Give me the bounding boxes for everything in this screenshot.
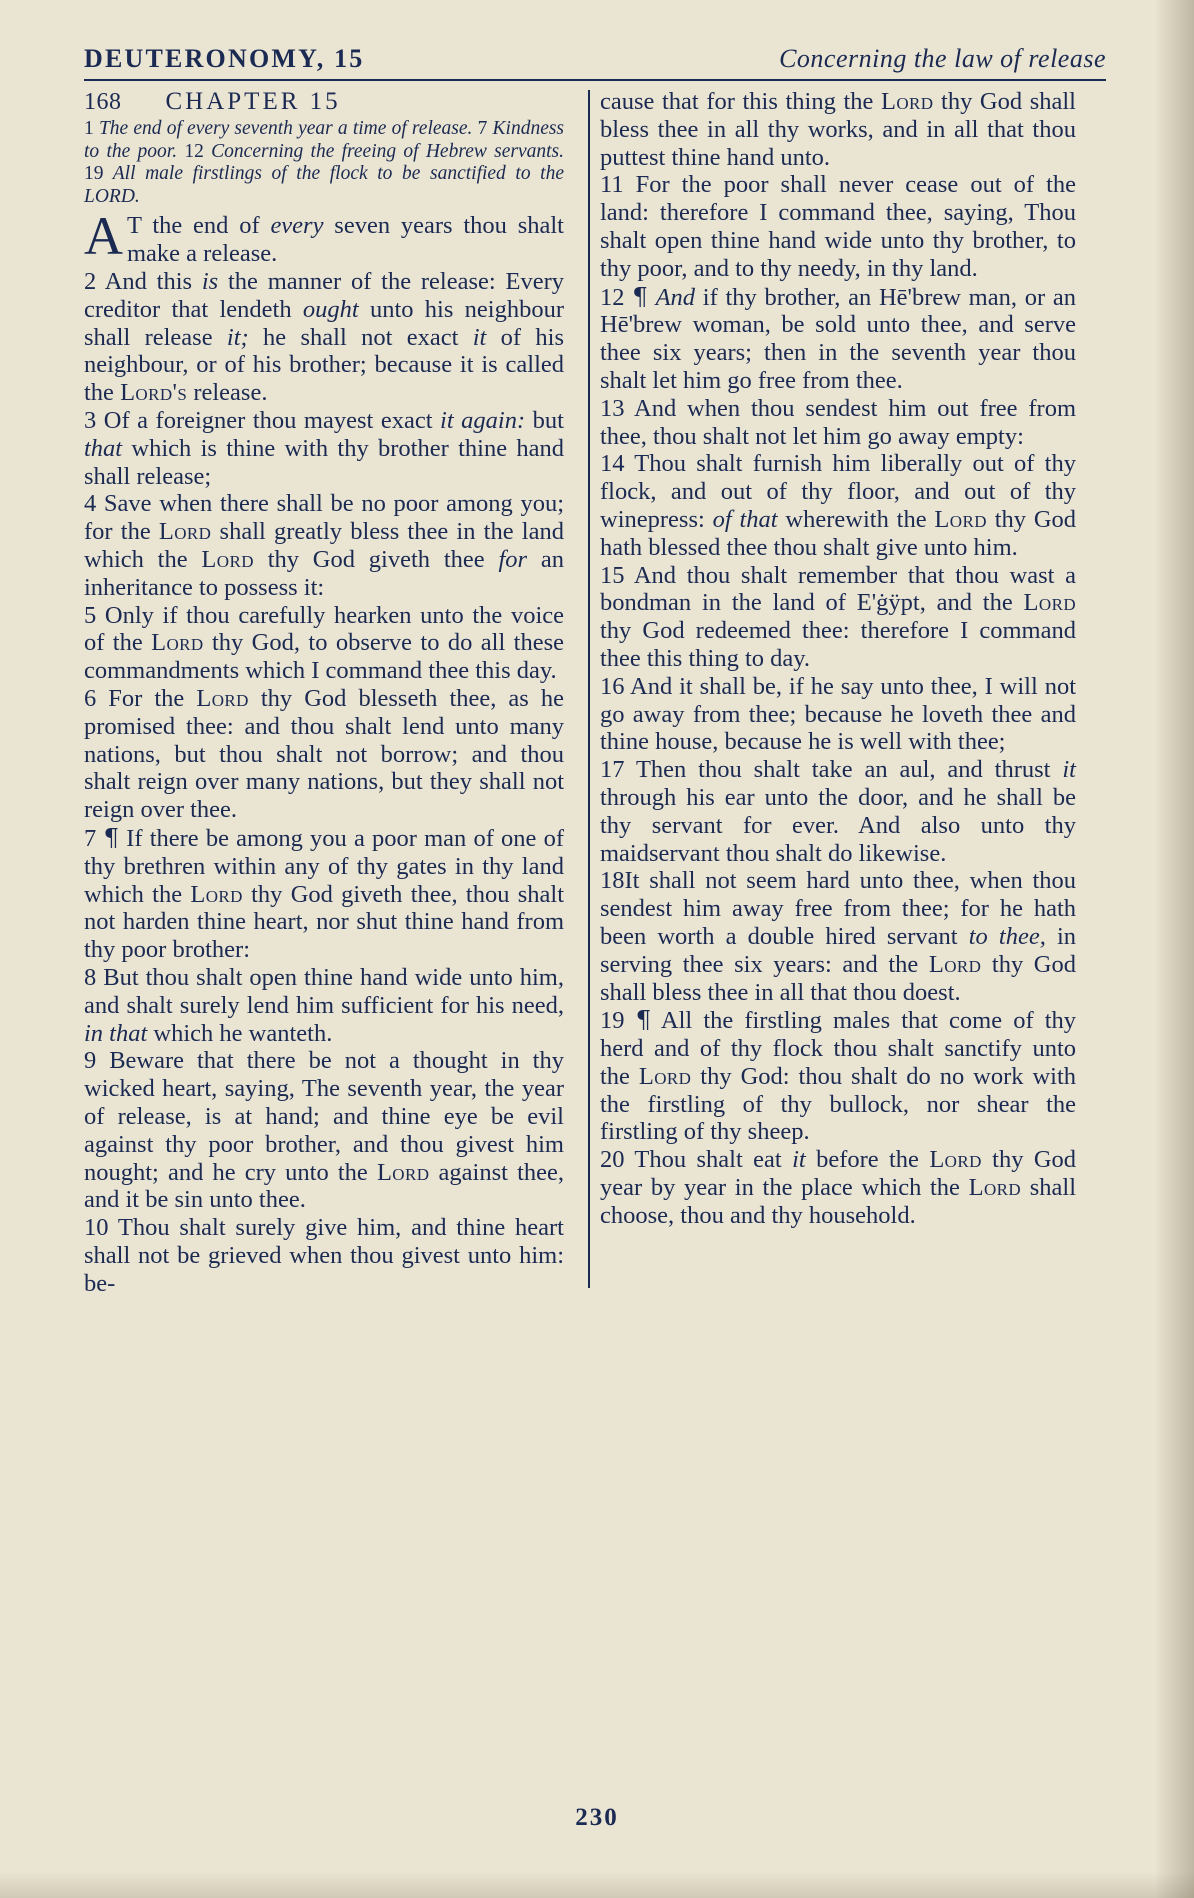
- verse-16: 16 And it shall be, if he say unto thee, I will not go away from thee; because he loveth thee and thine house, because he is well with thee;: [600, 672, 1076, 756]
- verse-6: 6 For the Lord thy God blesseth thee, as he promised thee: and thou shalt lend unto many nations, but thou shalt not borrow; and thou shalt reign over many nations, but they shall not reign over thee.: [84, 684, 564, 824]
- chapter-heading: [84, 88, 564, 116]
- running-head: [84, 44, 1106, 74]
- verse-4-num: 4: [84, 490, 97, 518]
- chapter-label: CHAPTER 15: [165, 88, 341, 115]
- chapter-summary: [84, 118, 564, 208]
- verse-7-num: 7: [84, 824, 97, 852]
- verse-17-num: 17: [600, 756, 625, 784]
- verse-19: 19 ¶ All the firstling males that come of thy herd and of thy flock thou shalt sanctify unto the Lord thy God: thou shalt do no work with the firstling of thy bullock, nor shear the firstling of thy sheep.: [600, 1005, 1077, 1146]
- verse-14: 14 Thou shalt furnish him liberally out of thy flock, and out of thy floor, and out of thy winepress: of that wherewith the Lord thy God hath blessed thee thou shalt give unto him.: [600, 450, 1077, 561]
- summary-num-4: 19: [84, 163, 104, 185]
- verse-5-num: 5: [84, 601, 97, 629]
- drop-cap-A: A: [84, 206, 123, 267]
- summary-part-1: The end of every seventh year a time of release.: [98, 118, 473, 139]
- verse-1-text: T the end of every seven years thou shalt make a release.: [127, 212, 564, 268]
- verse-10-num: 10: [84, 1214, 109, 1242]
- verse-19-num: 19: [600, 1007, 625, 1035]
- verse-11: 11 For the poor shall never cease out of the land: therefore I command thee, saying, Thou shalt open thine hand wide unto thy brother, to thy poor, and to thy needy, in thy land.: [600, 171, 1076, 282]
- verse-14-num: 14: [600, 450, 625, 478]
- verse-2-num: 2: [84, 268, 97, 296]
- verse-4: 4 Save when there shall be no poor among you; for the Lord shall greatly bless thee in the land which the Lord thy God giveth thee for an inheritance to possess it:: [84, 490, 564, 601]
- pilcrow-icon: ¶: [635, 1005, 652, 1035]
- folio-page-number: 230: [575, 1804, 619, 1831]
- column-divider: [588, 90, 590, 1288]
- verse-7: 7 ¶ If there be among you a poor man of one of thy brethren within any of thy gates in thy land which the Lord thy God giveth thee, thou shalt not harden thine heart, nor shut thine hand from thy poor brother:: [84, 822, 565, 964]
- verse-13: 13 And when thou sendest him out free from thee, thou shalt not let him go away empty:: [600, 394, 1076, 450]
- verse-8-num: 8: [84, 963, 97, 991]
- verse-9: 9 Beware that there be not a thought in thy wicked heart, saying, The seventh year, the year of release, is at hand; and thine eye be evil against thy poor brother, and thou givest him nought; and he cry unto the Lord against thee, and it be sin unto thee.: [84, 1047, 564, 1214]
- verse-8: 8 But thou shalt open thine hand wide unto him, and shalt surely lend him sufficient for his need, in that which he wanteth.: [84, 963, 564, 1047]
- summary-num-1: 1: [84, 118, 94, 139]
- verse-12-num: 12: [600, 283, 625, 311]
- verse-6-num: 6: [84, 684, 97, 712]
- page-edge-shadow: [1156, 0, 1194, 1898]
- verse-body-right: [600, 88, 1076, 1230]
- verse-17: 17 Then thou shalt take an aul, and thrust it through his ear unto the door, and he shall be thy servant for ever. And also unto thy maidservant thou shalt do likewise.: [600, 756, 1076, 867]
- verse-2: 2 And this is the manner of the release: Every creditor that lendeth ought unto his neighbour shall release it; he shall not exact it of his neighbour, or of his brother; because it is called the Lord's release.: [84, 268, 564, 407]
- verse-1: [84, 206, 564, 268]
- verse-9-num: 9: [84, 1047, 97, 1075]
- running-head-book: DEUTERONOMY, 15: [84, 44, 365, 73]
- column-right: [580, 88, 1076, 1298]
- verse-11-num: 11: [600, 171, 624, 199]
- pilcrow-icon: ¶: [632, 281, 648, 311]
- verse-3: 3 Of a foreigner thou mayest exact it again: but that which is thine with thy brother thine hand shall release;: [84, 407, 564, 490]
- verse-10: 10 Thou shalt surely give him, and thine heart shall not be grieved when thou givest unto him: be-: [84, 1214, 564, 1297]
- page-bottom-shadow: [0, 1872, 1194, 1898]
- verse-5: 5 Only if thou carefully hearken unto the voice of the Lord thy God, to observe to do all these commandments which I command thee this day.: [84, 601, 564, 685]
- verse-12: 12 ¶ And if thy brother, an Hē'brew man, or an Hē'brew woman, be sold unto thee, and serve thee six years; then in the seventh year thou shalt let him go free from thee.: [600, 281, 1076, 394]
- verse-20: 20 Thou shalt eat it before the Lord thy God year by year in the place which the Lord shall choose, thou and thy household.: [600, 1146, 1077, 1229]
- summary-part-3: Concerning the freeing of Hebrew servants.: [211, 140, 565, 162]
- columns: [84, 88, 1106, 1298]
- page-content: [84, 44, 1106, 1298]
- verse-20-num: 20: [600, 1146, 625, 1174]
- summary-num-3: 12: [184, 140, 204, 162]
- verse-body-left: [84, 206, 565, 1297]
- verse-18-num: 18: [600, 867, 625, 895]
- verse-18: 18It shall not seem hard unto thee, when thou sendest him away free from thee; for he hath been worth a double hired servant to thee, in serving thee six years: and the Lord thy God shall bless thee in all that thou doest.: [600, 867, 1077, 1006]
- verse-3-num: 3: [84, 407, 97, 435]
- verse-10-continued: cause that for this thing the Lord thy God shall bless thee in all thy works, and in all that thou puttest thine hand unto.: [600, 88, 1076, 171]
- column-left: [84, 88, 580, 1298]
- inner-page-number: 168: [84, 89, 122, 115]
- summary-part-2: Kindness to the poor.: [84, 118, 565, 162]
- pilcrow-icon: ¶: [103, 822, 120, 852]
- verse-13-num: 13: [600, 394, 625, 422]
- verse-15-num: 15: [600, 561, 625, 589]
- running-head-title: Concerning the law of release: [779, 44, 1106, 73]
- verse-15: 15 And thou shalt remember that thou wast a bondman in the land of E'ġÿpt, and the Lord thy God redeemed thee: therefore I command thee this thing to day.: [600, 561, 1076, 672]
- summary-num-2: 7: [477, 118, 488, 139]
- verse-16-num: 16: [600, 672, 625, 700]
- header-rule: [84, 79, 1106, 81]
- summary-part-4: All male firstlings of the flock to be sanctified to the LORD.: [84, 163, 564, 207]
